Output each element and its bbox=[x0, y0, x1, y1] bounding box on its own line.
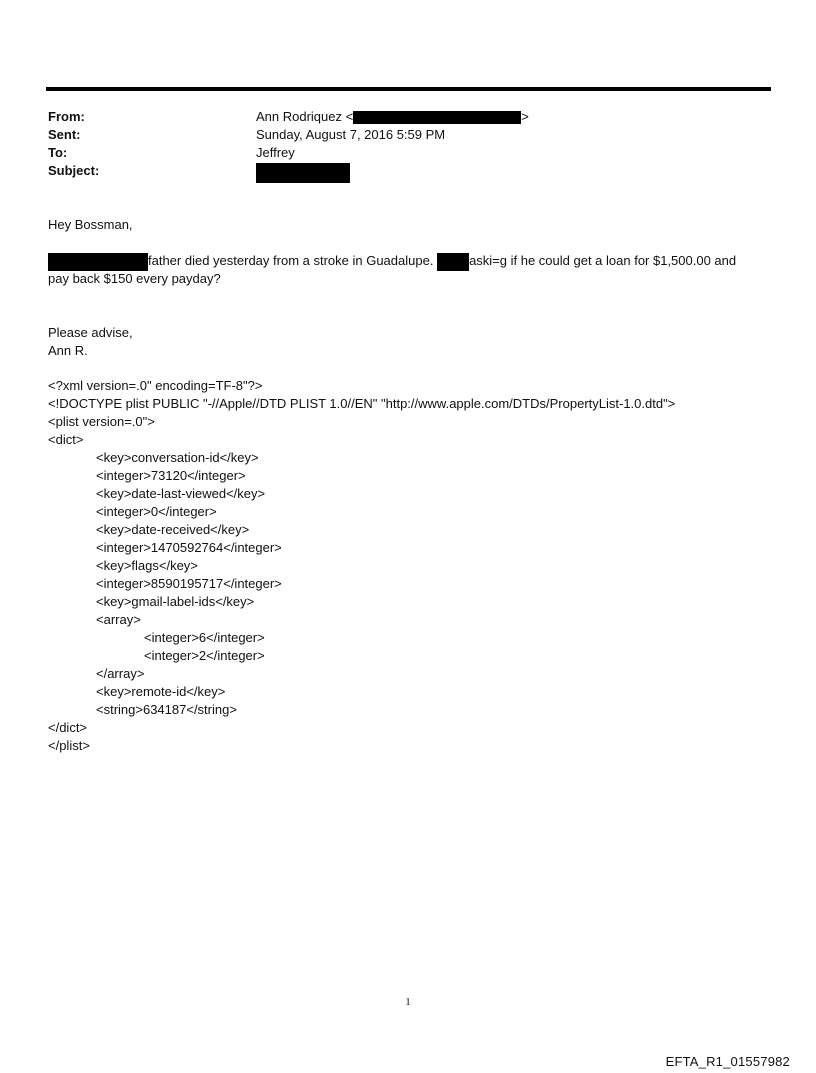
xml-line: <integer>8590195717</integer> bbox=[96, 576, 282, 591]
closing: Please advise, bbox=[48, 325, 133, 340]
to-value: Jeffrey bbox=[256, 145, 295, 160]
redacted-name-2 bbox=[437, 253, 469, 271]
xml-line: <integer>73120</integer> bbox=[96, 468, 246, 483]
xml-line: <key>date-last-viewed</key> bbox=[96, 486, 266, 501]
redacted-name bbox=[48, 253, 148, 271]
redacted-email-address bbox=[353, 111, 521, 124]
xml-line: <key>remote-id</key> bbox=[96, 684, 226, 699]
xml-line: <integer>6</integer> bbox=[144, 630, 265, 645]
plist-xml-block bbox=[48, 377, 675, 755]
xml-line: <plist version=.0"> bbox=[48, 414, 155, 429]
sent-label: Sent: bbox=[48, 127, 81, 142]
xml-line: </array> bbox=[96, 666, 145, 681]
subject-label: Subject: bbox=[48, 163, 100, 178]
to-label: To: bbox=[48, 145, 68, 160]
subject-value bbox=[256, 162, 350, 183]
page-number: 1 bbox=[405, 996, 411, 1008]
message-line-2: pay back $150 every payday? bbox=[48, 271, 221, 286]
xml-line: <!DOCTYPE plist PUBLIC "-//Apple//DTD PLIST 1.0//EN" "http://www.apple.com/DTDs/PropertyList-1.0.dtd"> bbox=[48, 396, 676, 411]
xml-line: <key>conversation-id</key> bbox=[96, 450, 259, 465]
xml-line: <key>gmail-label-ids</key> bbox=[96, 594, 255, 609]
message-line-1 bbox=[48, 252, 736, 271]
header-rule bbox=[46, 87, 771, 91]
xml-line: <integer>0</integer> bbox=[96, 504, 217, 519]
xml-line: <dict> bbox=[48, 432, 84, 447]
xml-line: </dict> bbox=[48, 720, 88, 735]
message-line-1-part-2: aski=g if he could get a loan for $1,500.00 and bbox=[469, 253, 737, 268]
xml-line: </plist> bbox=[48, 738, 90, 753]
xml-line: <?xml version=.0" encoding=TF-8"?> bbox=[48, 378, 263, 393]
xml-line: <key>date-received</key> bbox=[96, 522, 250, 537]
from-name: Ann Rodriquez < bbox=[256, 109, 354, 124]
xml-line: <key>flags</key> bbox=[96, 558, 198, 573]
message-line-1-part-1: father died yesterday from a stroke in Guadalupe. bbox=[148, 253, 434, 268]
document-id: EFTA_R1_01557982 bbox=[665, 1054, 790, 1069]
xml-line: <integer>1470592764</integer> bbox=[96, 540, 282, 555]
redacted-subject bbox=[256, 163, 350, 183]
from-value bbox=[256, 108, 529, 126]
xml-line: <integer>2</integer> bbox=[144, 648, 265, 663]
greeting: Hey Bossman, bbox=[48, 217, 133, 232]
from-label: From: bbox=[48, 109, 85, 124]
signature: Ann R. bbox=[48, 343, 88, 358]
xml-line: <array> bbox=[96, 612, 141, 627]
sent-value: Sunday, August 7, 2016 5:59 PM bbox=[256, 127, 446, 142]
xml-line: <string>634187</string> bbox=[96, 702, 237, 717]
from-close-bracket: > bbox=[521, 109, 529, 124]
